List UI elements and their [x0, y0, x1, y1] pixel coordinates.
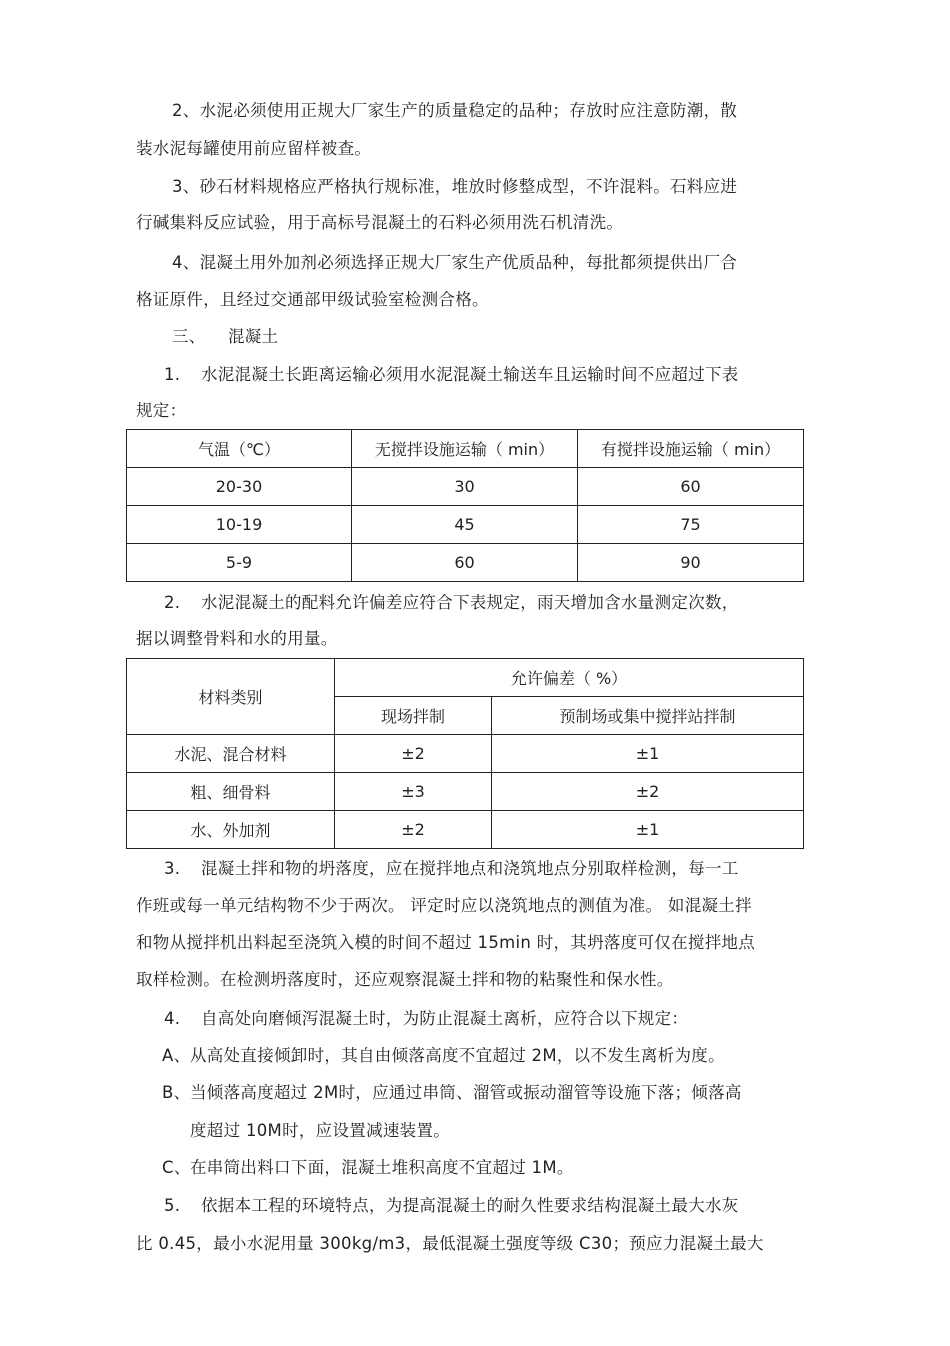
sub-item-c-label: C、	[162, 1158, 191, 1177]
table-cell: ±2	[335, 735, 492, 773]
table-header-cell: 有搅拌设施运输（ min）	[578, 430, 804, 468]
sub-item-b-line-2: 度超过 10M时，应设置减速装置。	[190, 1121, 451, 1140]
transport-time-table	[126, 429, 804, 582]
table-row	[127, 735, 804, 773]
table-header-cell: 气温（℃）	[127, 430, 352, 468]
table-header-cell: 预制场或集中搅拌站拌制	[492, 697, 804, 735]
para-4-line-2: 格证原件，且经过交通部甲级试验室检测合格。	[136, 290, 489, 309]
item-1-number: 1.	[164, 365, 181, 384]
table-cell: 75	[578, 506, 804, 544]
sub-item-a-text: 从高处直接倾卸时，其自由倾落高度不宜超过 2M，以不发生离析为度。	[190, 1046, 725, 1065]
table-cell: 10-19	[127, 506, 352, 544]
table-cell: ±3	[335, 773, 492, 811]
table-cell: 5-9	[127, 544, 352, 582]
table-row	[127, 468, 804, 506]
table-row	[127, 773, 804, 811]
section-title: 混凝土	[228, 327, 279, 346]
para-2-line-2: 装水泥每罐使用前应留样被查。	[136, 139, 372, 158]
sub-item-b-label: B、	[162, 1083, 191, 1102]
item-3-line-2: 作班或每一单元结构物不少于两次。 评定时应以浇筑地点的测值为准。 如混凝土拌	[136, 896, 752, 915]
mix-tolerance-table	[126, 658, 804, 849]
item-2-number: 2.	[164, 593, 181, 612]
table-cell: ±1	[492, 811, 804, 849]
table-cell: 水、外加剂	[127, 811, 335, 849]
item-3-line-3: 和物从搅拌机出料起至浇筑入模的时间不超过 15min 时，其坍落度可仅在搅拌地点	[136, 933, 756, 952]
table-cell: 60	[352, 544, 578, 582]
para-4-line-1: 4、混凝土用外加剂必须选择正规大厂家生产优质品种，每批都须提供出厂合	[172, 253, 738, 272]
sub-item-a-label: A、	[162, 1046, 191, 1065]
table-cell: ±2	[492, 773, 804, 811]
table-cell: ±2	[335, 811, 492, 849]
para-3-line-2: 行碱集料反应试验，用于高标号混凝土的石料必须用洗石机清洗。	[136, 213, 624, 232]
section-number: 三、	[172, 327, 206, 346]
table-cell: 水泥、混合材料	[127, 735, 335, 773]
item-1-line-1: 水泥混凝土长距离运输必须用水泥混凝土输送车且运输时间不应超过下表	[201, 365, 739, 384]
item-4-line-1: 自高处向磨倾泻混凝土时，为防止混凝土离析，应符合以下规定：	[201, 1009, 689, 1028]
item-1-line-2: 规定：	[136, 401, 187, 420]
table-header-cell: 现场拌制	[335, 697, 492, 735]
item-5-line-1: 依据本工程的环境特点，为提高混凝土的耐久性要求结构混凝土最大水灰	[201, 1196, 739, 1215]
item-5-line-2: 比 0.45，最小水泥用量 300kg/m3，最低混凝土强度等级 C30；预应力混凝土最大	[136, 1234, 764, 1253]
item-5-number: 5.	[164, 1196, 181, 1215]
table-cell: ±1	[492, 735, 804, 773]
table-cell: 30	[352, 468, 578, 506]
item-3-line-1: 混凝土拌和物的坍落度，应在搅拌地点和浇筑地点分别取样检测，每一工	[201, 859, 739, 878]
table-header-cell: 无搅拌设施运输（ min）	[352, 430, 578, 468]
item-3-line-4: 取样检测。在检测坍落度时，还应观察混凝土拌和物的粘聚性和保水性。	[136, 970, 674, 989]
item-2-line-2: 据以调整骨料和水的用量。	[136, 629, 338, 648]
table-row	[127, 811, 804, 849]
table-cell: 60	[578, 468, 804, 506]
item-2-line-1: 水泥混凝土的配料允许偏差应符合下表规定，雨天增加含水量测定次数，	[201, 593, 739, 612]
table-row	[127, 544, 804, 582]
table-cell: 粗、细骨料	[127, 773, 335, 811]
table-header-row	[127, 430, 804, 468]
table-row	[127, 506, 804, 544]
table-header-cell: 允许偏差（ %）	[335, 659, 804, 697]
table-cell: 45	[352, 506, 578, 544]
sub-item-c-text: 在串筒出料口下面，混凝土堆积高度不宜超过 1M。	[190, 1158, 574, 1177]
para-2-line-1: 2、水泥必须使用正规大厂家生产的质量稳定的品种；存放时应注意防潮，散	[172, 101, 738, 120]
item-3-number: 3.	[164, 859, 181, 878]
sub-item-b-line-1: 当倾落高度超过 2M时，应通过串筒、溜管或振动溜管等设施下落；倾落高	[190, 1083, 742, 1102]
para-3-line-1: 3、砂石材料规格应严格执行规标准，堆放时修整成型，不许混料。石料应进	[172, 177, 738, 196]
table-header-cell: 材料类别	[127, 659, 335, 735]
table-cell: 90	[578, 544, 804, 582]
item-4-number: 4.	[164, 1009, 181, 1028]
table-cell: 20-30	[127, 468, 352, 506]
table-header-row	[127, 659, 804, 697]
